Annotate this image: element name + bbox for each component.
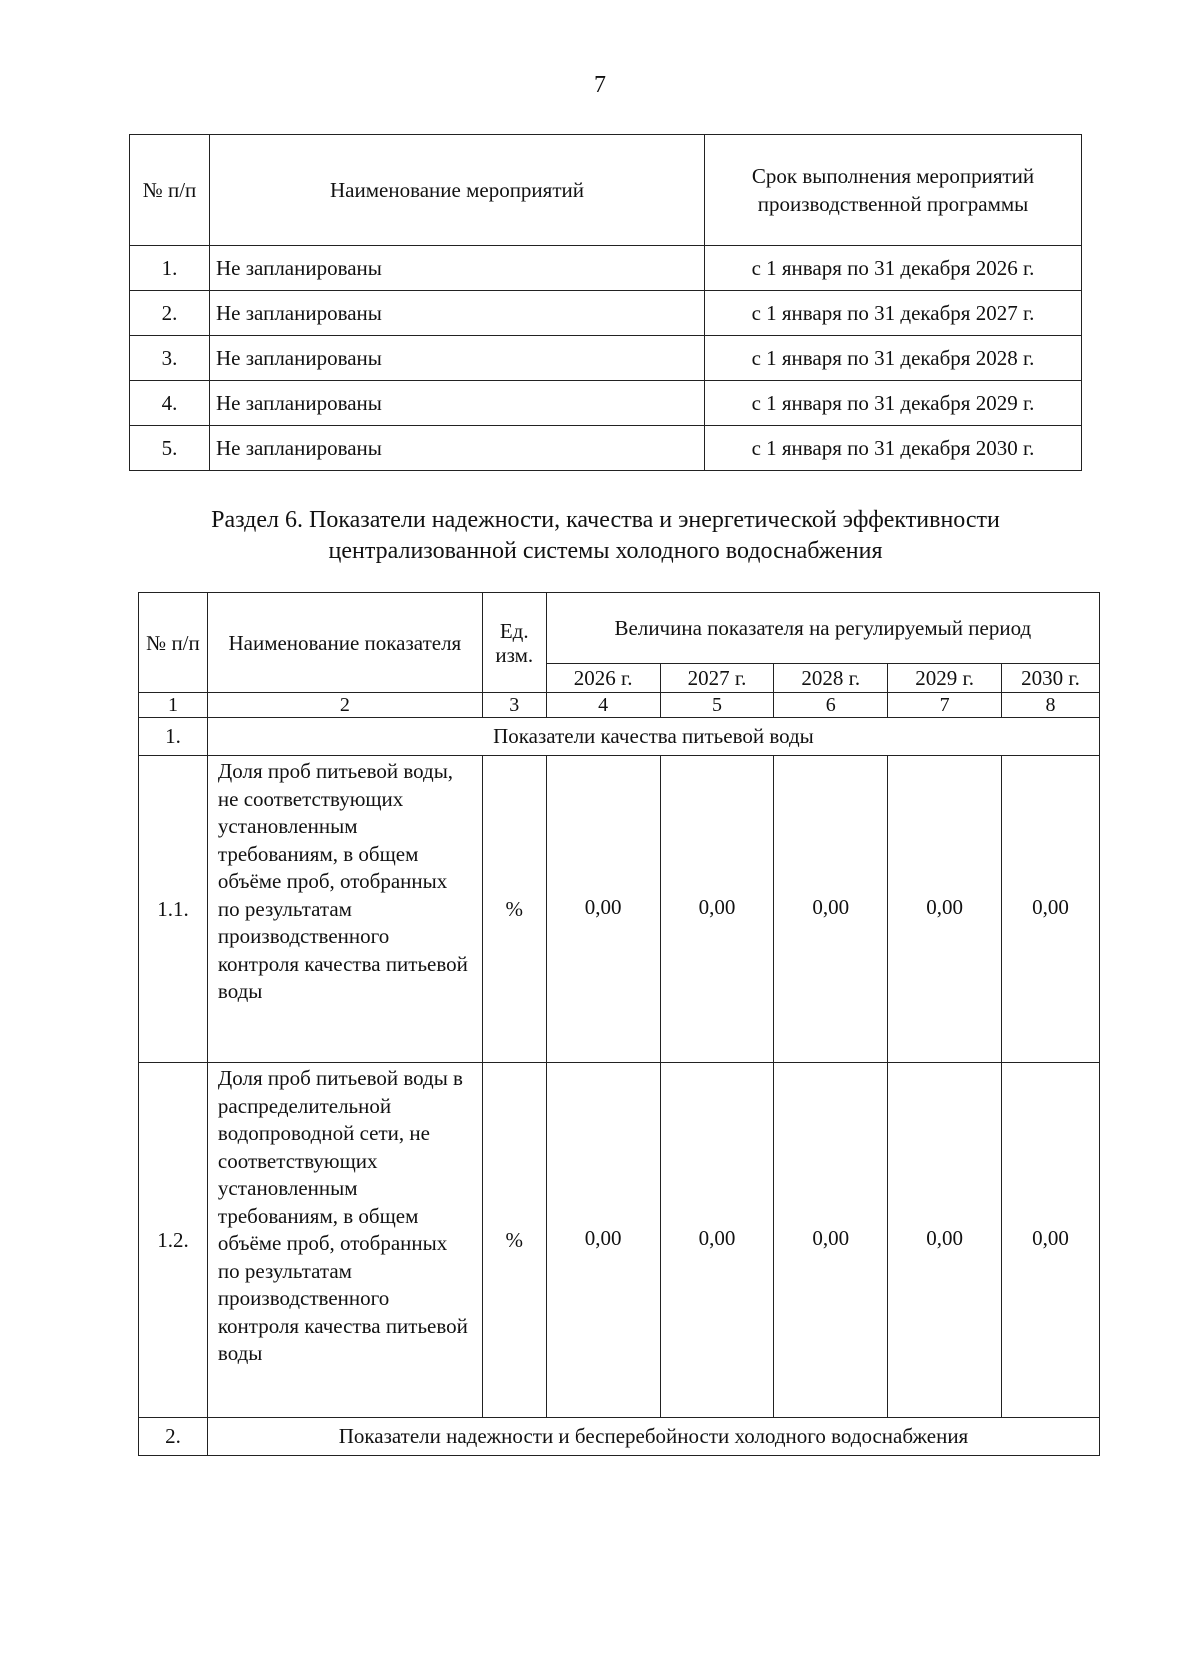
row-value: 0,00 [1002, 1063, 1100, 1418]
row-activity-name: Не запланированы [210, 381, 705, 426]
header-indicator-name: Наименование показателя [207, 593, 482, 693]
table-row [139, 756, 1100, 1063]
column-index: 7 [888, 693, 1002, 718]
table-row [130, 246, 1082, 291]
header-year: 2029 г. [888, 664, 1002, 693]
header-term: Срок выполнения мероприятий производственной программы [705, 135, 1082, 246]
row-num: 3. [130, 336, 210, 381]
section-heading: Показатели надежности и бесперебойности холодного водоснабжения [207, 1418, 1099, 1456]
row-value: 0,00 [660, 756, 774, 1063]
indicators-header-row [139, 593, 1100, 664]
header-year: 2030 г. [1002, 664, 1100, 693]
table-row [130, 426, 1082, 471]
header-num: № п/п [130, 135, 210, 246]
row-num: 1.1. [139, 756, 208, 1063]
row-activity-name: Не запланированы [210, 426, 705, 471]
column-index: 2 [207, 693, 482, 718]
row-activity-name: Не запланированы [210, 336, 705, 381]
section-row [139, 718, 1100, 756]
row-activity-name: Не запланированы [210, 246, 705, 291]
header-num: № п/п [139, 593, 208, 693]
activities-table [129, 134, 1082, 471]
column-index: 6 [774, 693, 888, 718]
row-value: 0,00 [774, 1063, 888, 1418]
table-row [130, 381, 1082, 426]
page-number: 7 [594, 72, 606, 98]
row-value: 0,00 [660, 1063, 774, 1418]
header-year: 2026 г. [546, 664, 660, 693]
row-num: 2. [130, 291, 210, 336]
row-indicator-name: Доля проб питьевой воды в распределительной водопроводной сети, не соответствующих установленным требованиям, в общем объёме проб, отобранных по результатам производственного контроля качества питьевой воды [207, 1063, 482, 1418]
table-row [130, 336, 1082, 381]
row-term: с 1 января по 31 декабря 2027 г. [705, 291, 1082, 336]
header-activity-name: Наименование мероприятий [210, 135, 705, 246]
activities-header-row [130, 135, 1082, 246]
row-unit: % [482, 756, 546, 1063]
column-index: 1 [139, 693, 208, 718]
table-row [130, 291, 1082, 336]
row-indicator-name: Доля проб питьевой воды, не соответствующих установленным требованиям, в общем объёме проб, отобранных по результатам производственного контроля качества питьевой воды [207, 756, 482, 1063]
row-term: с 1 января по 31 декабря 2030 г. [705, 426, 1082, 471]
row-activity-name: Не запланированы [210, 291, 705, 336]
table-row [139, 1063, 1100, 1418]
row-value: 0,00 [774, 756, 888, 1063]
row-num: 1.2. [139, 1063, 208, 1418]
header-year: 2027 г. [660, 664, 774, 693]
row-value: 0,00 [888, 756, 1002, 1063]
row-num: 1. [130, 246, 210, 291]
column-index: 4 [546, 693, 660, 718]
row-unit: % [482, 1063, 546, 1418]
row-value: 0,00 [546, 1063, 660, 1418]
column-index-row [139, 693, 1100, 718]
section-heading: Показатели качества питьевой воды [207, 718, 1099, 756]
section-title: Раздел 6. Показатели надежности, качества и энергетической эффективности централизованной системы холодного водоснабжения [211, 507, 1000, 564]
row-value: 0,00 [546, 756, 660, 1063]
section-num: 2. [139, 1418, 208, 1456]
row-num: 5. [130, 426, 210, 471]
row-value: 0,00 [888, 1063, 1002, 1418]
row-term: с 1 января по 31 декабря 2026 г. [705, 246, 1082, 291]
header-unit: Ед. изм. [482, 593, 546, 693]
row-value: 0,00 [1002, 756, 1100, 1063]
row-term: с 1 января по 31 декабря 2029 г. [705, 381, 1082, 426]
row-num: 4. [130, 381, 210, 426]
column-index: 8 [1002, 693, 1100, 718]
column-index: 3 [482, 693, 546, 718]
section-num: 1. [139, 718, 208, 756]
column-index: 5 [660, 693, 774, 718]
section-row [139, 1418, 1100, 1456]
header-year: 2028 г. [774, 664, 888, 693]
indicators-table [138, 592, 1100, 1456]
header-period: Величина показателя на регулируемый период [546, 593, 1099, 664]
row-term: с 1 января по 31 декабря 2028 г. [705, 336, 1082, 381]
